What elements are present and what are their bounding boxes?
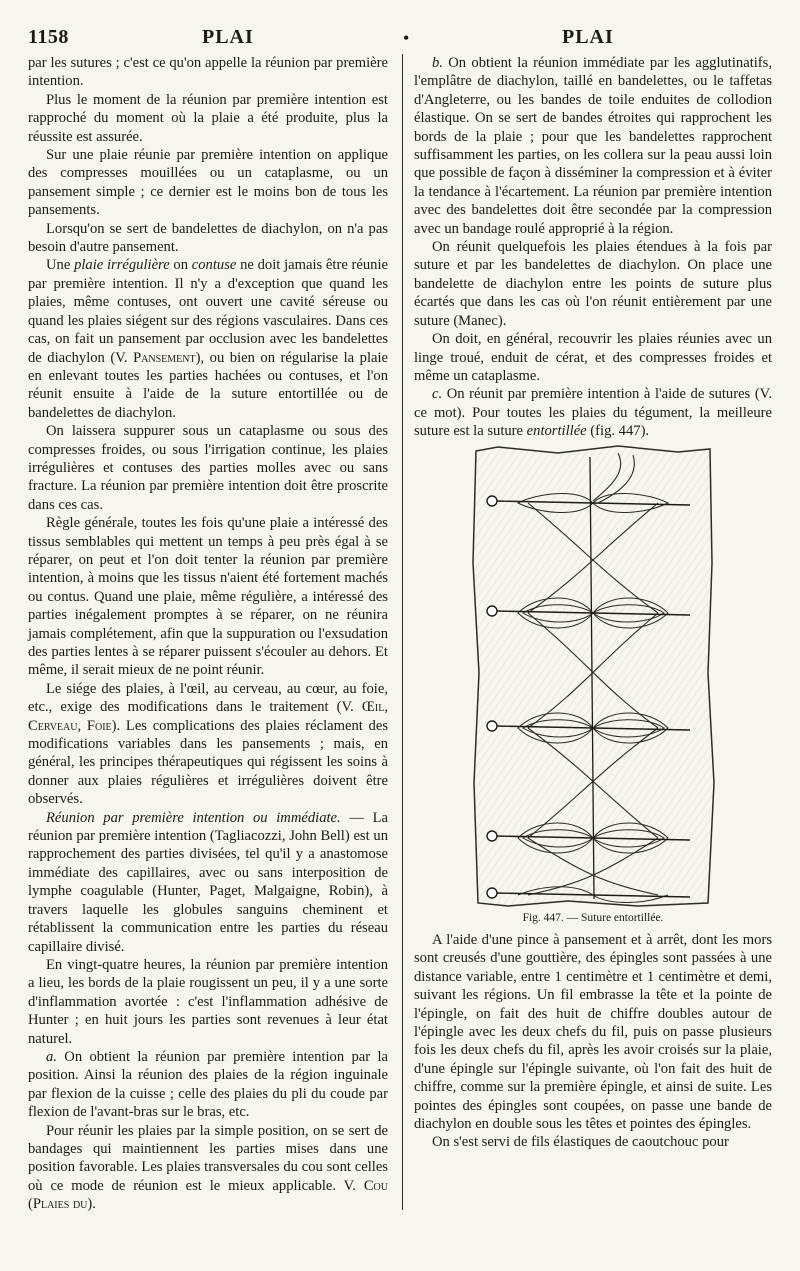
paragraph [28, 1048, 388, 1122]
paragraph [28, 956, 388, 1048]
header-separator: • [403, 28, 410, 48]
paragraph-text: Plus le moment de la réunion par première intention est rapproché du moment où la plaie a été produite, plus la réussite est assurée. [28, 91, 388, 145]
paragraph-text: On réunit quelquefois les plaies étendues à la fois par suture et par les bandelettes de diachylon. On place une bandelette de diachylon entre les points de suture plus écartés que dans les cas où l'on réunit entièrement par une suture (Manec). [414, 239, 772, 329]
paragraph-text: par les sutures ; c'est ce qu'on appelle la réunion par première intention. [28, 55, 388, 90]
running-title-left: PLAI [202, 26, 254, 48]
running-title-right: PLAI [562, 26, 614, 48]
figure-caption: Fig. 447. — Suture entortillée. [522, 911, 664, 924]
paragraph-text: On s'est servi de fils élastiques de caoutchouc pour [432, 1134, 729, 1151]
paragraph-text: Règle générale, toutes les fois qu'une plaie a intéressé des tissus semblables qui mettent un temps à peu près égal à se réparer, on peut et l'on doit tenter la réunion par première intention, à moins que les tissus n'aient été fortement machés ou contus. Quand une plaie, même régulière, a intéressé des parties inégalement promptes à se réparer, on ne réunira jamais complétement, afin que la suppuration ou l'exsudation des parties lentes à se réparer puissent s'écouler au dehors. Et même, il serait mieux de ne point réunir. [28, 515, 388, 679]
paragraph [414, 931, 772, 1133]
cross-reference: Cou (Plaies du) [28, 1177, 388, 1213]
italic-term: plaie irrégulière [74, 257, 170, 274]
paragraph [28, 680, 388, 809]
section-heading: Réunion par première intention ou immédiate. [46, 809, 341, 826]
italic-term: contuse [191, 257, 237, 274]
paragraph-text: En vingt-quatre heures, la réunion par première intention a lieu, les bords de la plaie rougissent un peu, il y a une sorte d'inflammation avortée : c'est l'inflammation adhésive de Hunter ; en huit jours les parties sont revenues à leur état naturel. [28, 956, 388, 1047]
paragraph-text: On laissera suppurer sous un cataplasme ou sous des compresses froides, ou sous l'irrigation continue, les plaies irrégulières et contuses des parties molles avec ou sans fracture. La réunion par première intention doit être proscrite dans ces cas. [28, 423, 388, 513]
paragraph [414, 385, 772, 440]
text-run: Une [46, 257, 75, 274]
paragraph [28, 91, 388, 146]
paragraph [28, 256, 388, 422]
cross-reference: Pansement [133, 349, 196, 366]
text-run: On réunit par première intention à l'aide de sutures (V. ce mot). Pour toutes les plaies du tégument, la meilleure suture est la suture [414, 386, 772, 440]
column-divider [402, 54, 403, 1210]
paragraph [28, 1122, 388, 1214]
text-run: (fig. 447). [586, 423, 650, 440]
text-run: Pour réunir les plaies par la simple position, on se sert de bandages qui maintiennent les parties mises dans une position favorable. Les plaies transversales du cou sont celles où ce mode de réunion est le mieux applicable. V. [28, 1122, 388, 1194]
paragraph [28, 809, 388, 956]
page-number: 1158 [28, 26, 69, 48]
page-header [26, 26, 774, 50]
text-run: ne doit jamais être réunie par première intention. Il n'y a d'exception que quand les plaies, même contuses, ont ouvert une cavité séreuse ou quand les plaies siégent sur des régions vasculaires. Dans ces cas, on fait un pansement par occlusion avec les bandelettes de diachylon (V. [28, 257, 389, 366]
italic-term: entortillée [526, 423, 587, 440]
paragraph [28, 514, 388, 680]
right-column [414, 54, 772, 1152]
paragraph [414, 330, 772, 385]
paragraph-text: Lorsqu'on se sert de bandelettes de diachylon, on n'a pas besoin d'autre pansement. [28, 220, 388, 256]
left-column [28, 54, 388, 1214]
paragraph [28, 146, 388, 220]
paragraph [28, 422, 388, 514]
list-marker: c. [432, 386, 443, 403]
paragraph [414, 54, 772, 238]
paragraph [28, 220, 388, 257]
suture-illustration [468, 443, 718, 909]
text-run: — La réunion par première intention (Tagliacozzi, John Bell) est un rapprochement des parties divisées, tel qu'il y a anastomose immédiate des capillaires, avec ou sans interposition de lymphe coagulable (Hunter, Paget, Malgaigne, Robin), à travers laquelle les globules sanguins cheminent et rétablissent la communication entre les parties du réseau capillaire divisé. [28, 809, 388, 955]
suture-figure [414, 443, 772, 927]
paragraph [414, 238, 772, 330]
text-run: Le siége des plaies, à l'œil, au cerveau, au cœur, au foie, etc., exige des modifications dans le traitement (V. [28, 680, 388, 716]
paragraph-text: Sur une plaie réunie par première intention on applique des compresses mouillées ou un cataplasme, ou un pansement simple ; ce dernier est le moins bon de tous les pansements. [28, 147, 388, 219]
list-marker: a. [46, 1048, 57, 1065]
text-run: . [92, 1196, 96, 1213]
list-marker: b. [432, 55, 443, 71]
text-run: On obtient la réunion par première intention par la position. Ainsi la réunion des plaies de la région inguinale par flexion de la cuisse ; celle des plaies du pli du coude par flexion de l'avant-bras sur le bras, etc. [28, 1048, 388, 1121]
paragraph [414, 1133, 772, 1151]
cross-reference: Œil, Cerveau, Foie [28, 699, 388, 734]
paragraph [28, 54, 388, 91]
paragraph-text: On doit, en général, recouvrir les plaies réunies avec un linge troué, enduit de cérat, et des compresses froides et même un cataplasme. [414, 331, 772, 384]
text-run: ), ou bien on régularise la plaie en enlevant toutes les parties hachées ou contuses, et l'on réunit ensuite à l'aide de la suture entortillée ou de bandelettes de diachylon. [28, 349, 389, 421]
text-run: on [169, 257, 192, 274]
text-run: ). Les complications des plaies réclament des modifications variables dans les pansements ; mais, en général, les principes thérapeutiques qui régissent les soins à donner aux plaies régulières et irrégulières doivent être observés. [28, 717, 388, 808]
text-run: On obtient la réunion immédiate par les agglutinatifs, l'emplâtre de diachylon, taillé en bandelettes, ou le taffetas d'Angleterre, ou les bandes de toile enduites de collodion élastique. On se sert de bandes étroites qui rapprochent les bords de la plaie ; pour que les bandelettes rapprochent suffisamment les parties, on les collera sur la peau aussi loin que possible de façon à disséminer la compression et à éviter la tendance à l'écartement. La réunion par première intention avec des bandelettes doit être secondée par la compression avec un bandage roulé approprié à la région. [414, 55, 772, 237]
paragraph-text: A l'aide d'une pince à pansement et à arrêt, dont les mors sont creusés d'une gouttière, des épingles sont passées à une distance variable, entre 1 centimètre et 1 centimètre et demi, suivant les régions. Un fil embrasse la tête et la pointe de l'épingle, on fait des huit de chiffre doubles autour de l'épingle avec les deux chefs du fil, puis on passe plusieurs fois les deux chefs du fil, après les avoir croisés sur la plaie, d'une épingle sur l'épingle suivante, où l'on fait des huit de chiffre, comme sur la première épingle, et ainsi de suite. Les pointes des épingles sont coupées, on passe une bande de diachylon en double sous les têtes et pointes des épingles. [414, 931, 772, 1132]
